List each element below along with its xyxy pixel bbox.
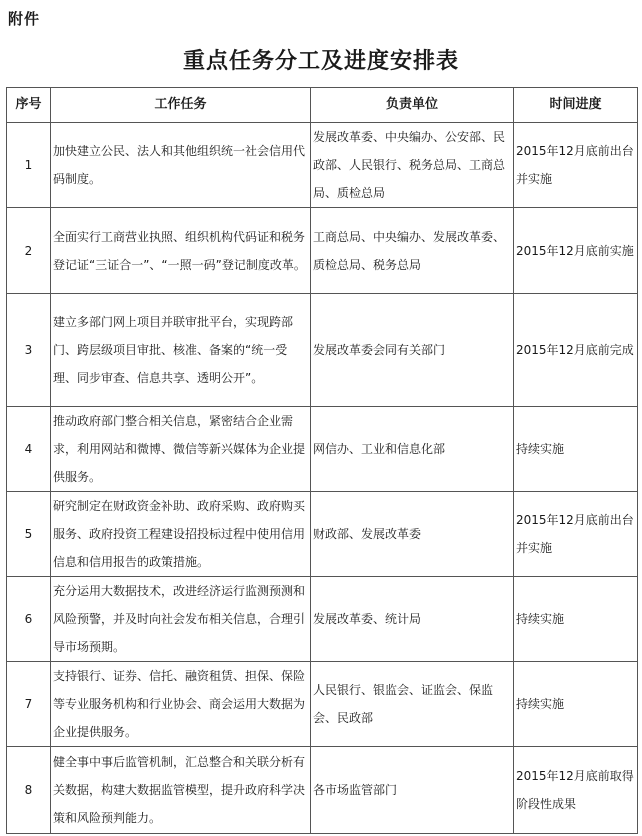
dept-cell: 财政部、发展改革委	[311, 492, 514, 577]
row-number: 2	[7, 208, 51, 294]
table-row	[7, 294, 638, 407]
row-number: 7	[7, 662, 51, 747]
task-cell: 研究制定在财政资金补助、政府采购、政府购买服务、政府投资工程建设招投标过程中使用信用信息和信用报告的政策措施。	[51, 492, 311, 577]
dept-cell: 各市场监管部门	[311, 747, 514, 834]
table-row	[7, 662, 638, 747]
page-title: 重点任务分工及进度安排表	[182, 48, 459, 74]
task-cell: 全面实行工商营业执照、组织机构代码证和税务登记证“三证合一”、“一照一码”登记制度改革。	[51, 208, 311, 294]
table-row	[7, 492, 638, 577]
dept-cell: 发展改革委会同有关部门	[311, 294, 514, 407]
table-row	[7, 123, 638, 208]
time-cell: 2015年12月底前完成	[514, 294, 638, 407]
table-row	[7, 407, 638, 492]
time-cell: 2015年12月底前出台并实施	[514, 492, 638, 577]
row-number: 1	[7, 123, 51, 208]
task-cell: 加快建立公民、法人和其他组织统一社会信用代码制度。	[51, 123, 311, 208]
column-header-time: 时间进度	[514, 88, 638, 123]
task-cell: 充分运用大数据技术，改进经济运行监测预测和风险预警，并及时向社会发布相关信息，合理引导市场预期。	[51, 577, 311, 662]
row-number: 8	[7, 747, 51, 834]
time-cell: 持续实施	[514, 407, 638, 492]
column-header-task: 工作任务	[51, 88, 311, 123]
time-cell: 2015年12月底前实施	[514, 208, 638, 294]
time-cell: 持续实施	[514, 662, 638, 747]
dept-cell: 工商总局、中央编办、发展改革委、质检总局、税务总局	[311, 208, 514, 294]
dept-cell: 发展改革委、中央编办、公安部、民政部、人民银行、税务总局、工商总局、质检总局	[311, 123, 514, 208]
task-schedule-table	[6, 87, 638, 834]
task-cell: 支持银行、证券、信托、融资租赁、担保、保险等专业服务机构和行业协会、商会运用大数据为企业提供服务。	[51, 662, 311, 747]
row-number: 4	[7, 407, 51, 492]
column-header-no: 序号	[7, 88, 51, 123]
table-row	[7, 747, 638, 834]
task-cell: 健全事中事后监管机制，汇总整合和关联分析有关数据，构建大数据监管模型，提升政府科学决策和风险预判能力。	[51, 747, 311, 834]
time-cell: 2015年12月底前出台并实施	[514, 123, 638, 208]
dept-cell: 发展改革委、统计局	[311, 577, 514, 662]
task-cell: 推动政府部门整合相关信息，紧密结合企业需求，利用网站和微博、微信等新兴媒体为企业提供服务。	[51, 407, 311, 492]
task-cell: 建立多部门网上项目并联审批平台，实现跨部门、跨层级项目审批、核准、备案的“统一受理、同步审查、信息共享、透明公开”。	[51, 294, 311, 407]
table-row	[7, 208, 638, 294]
dept-cell: 人民银行、银监会、证监会、保监会、民政部	[311, 662, 514, 747]
row-number: 6	[7, 577, 51, 662]
row-number: 3	[7, 294, 51, 407]
dept-cell: 网信办、工业和信息化部	[311, 407, 514, 492]
table-row	[7, 577, 638, 662]
time-cell: 2015年12月底前取得阶段性成果	[514, 747, 638, 834]
attachment-label: 附件	[8, 10, 41, 28]
column-header-dept: 负责单位	[311, 88, 514, 123]
table-header-row	[7, 88, 638, 123]
time-cell: 持续实施	[514, 577, 638, 662]
row-number: 5	[7, 492, 51, 577]
